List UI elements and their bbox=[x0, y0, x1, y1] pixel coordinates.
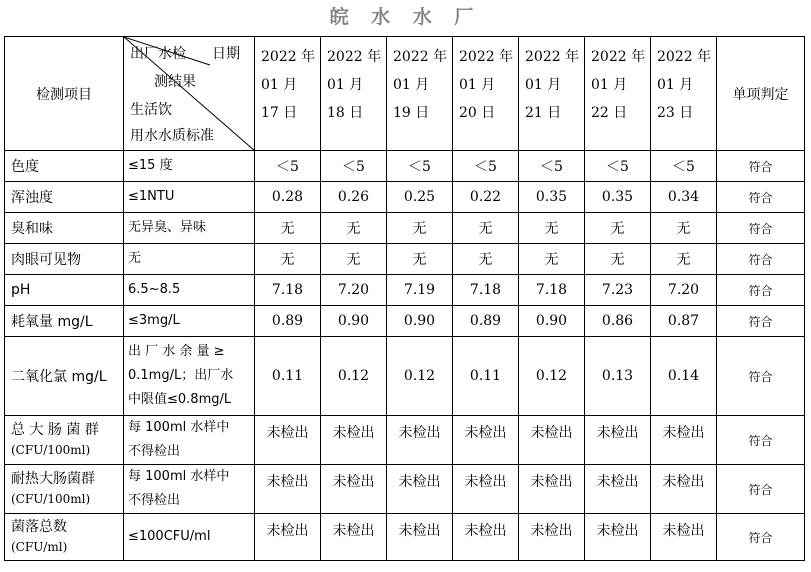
value-cell: 无 bbox=[453, 244, 519, 275]
date-year: 2022 年 bbox=[657, 49, 712, 65]
diag-label-date: 日期 bbox=[212, 46, 240, 62]
standard-line: 6.5~8.5 bbox=[128, 282, 181, 297]
standard-cell bbox=[124, 514, 255, 561]
value-cell: 无 bbox=[651, 213, 717, 244]
item-cell bbox=[5, 151, 124, 182]
value-cell: 0.22 bbox=[453, 182, 519, 213]
value-cell: 无 bbox=[519, 213, 585, 244]
date-year: 2022 年 bbox=[327, 49, 382, 65]
value-cell: 未检出 bbox=[255, 465, 321, 514]
value-cell: 无 bbox=[453, 213, 519, 244]
value-cell: 未检出 bbox=[453, 465, 519, 514]
item-line: (CFU/100ml) bbox=[11, 492, 91, 506]
diag-label-1: 出厂水检 bbox=[130, 46, 186, 62]
standard-cell bbox=[124, 213, 255, 244]
item-line: 菌落总数 bbox=[11, 519, 67, 535]
header-row bbox=[5, 37, 805, 151]
header-item-cell: 检测项目 bbox=[5, 37, 124, 151]
item-line: 臭和味 bbox=[11, 221, 53, 237]
value-cell: 0.12 bbox=[387, 337, 453, 416]
value-cell: 0.87 bbox=[651, 306, 717, 337]
value-cell: 0.35 bbox=[585, 182, 651, 213]
value-cell: 0.90 bbox=[387, 306, 453, 337]
item-line: (CFU/100ml) bbox=[11, 443, 91, 457]
item-cell bbox=[5, 514, 124, 561]
item-cell bbox=[5, 275, 124, 306]
value-cell: 0.25 bbox=[387, 182, 453, 213]
date-day: 18 日 bbox=[327, 105, 364, 121]
item-line: pH bbox=[11, 282, 31, 298]
table-row bbox=[5, 244, 805, 275]
value-cell: 无 bbox=[255, 213, 321, 244]
standard-cell bbox=[124, 275, 255, 306]
date-day: 17 日 bbox=[261, 105, 298, 121]
date-year: 2022 年 bbox=[591, 49, 646, 65]
value-cell: 0.12 bbox=[321, 337, 387, 416]
header-diagonal-cell bbox=[124, 37, 255, 151]
standard-line: 0.1mg/L；出厂水 bbox=[128, 368, 234, 383]
standard-cell bbox=[124, 416, 255, 465]
standard-line: 无 bbox=[128, 251, 142, 266]
value-cell: ＜5 bbox=[321, 151, 387, 182]
judge-cell: 符合 bbox=[717, 151, 805, 182]
value-cell: 未检出 bbox=[519, 514, 585, 561]
value-cell: 0.90 bbox=[321, 306, 387, 337]
standard-line: ≤15 度 bbox=[128, 158, 173, 173]
value-cell: 无 bbox=[651, 244, 717, 275]
date-month: 01 月 bbox=[525, 77, 562, 93]
date-year: 2022 年 bbox=[261, 49, 316, 65]
item-line: (CFU/ml) bbox=[11, 540, 68, 554]
standard-cell bbox=[124, 244, 255, 275]
value-cell: 无 bbox=[519, 244, 585, 275]
standard-line: ≤100CFU/ml bbox=[128, 529, 211, 544]
standard-line: 每 100ml 水样中 bbox=[128, 420, 230, 435]
date-day: 19 日 bbox=[393, 105, 430, 121]
standard-line: 每 100ml 水样中 bbox=[128, 469, 230, 484]
water-quality-table bbox=[4, 36, 805, 561]
value-cell: 0.34 bbox=[651, 182, 717, 213]
standard-cell bbox=[124, 465, 255, 514]
table-row bbox=[5, 275, 805, 306]
date-month: 01 月 bbox=[657, 77, 694, 93]
date-day: 22 日 bbox=[591, 105, 628, 121]
value-cell: ＜5 bbox=[651, 151, 717, 182]
item-line: 耐热大肠菌群 bbox=[11, 471, 95, 487]
value-cell: 0.90 bbox=[519, 306, 585, 337]
judge-cell: 符合 bbox=[717, 213, 805, 244]
value-cell: 7.18 bbox=[255, 275, 321, 306]
value-cell: 7.18 bbox=[519, 275, 585, 306]
value-cell: 未检出 bbox=[651, 416, 717, 465]
value-cell: 未检出 bbox=[387, 416, 453, 465]
date-month: 01 月 bbox=[393, 77, 430, 93]
value-cell: 未检出 bbox=[651, 465, 717, 514]
item-line: 二氧化氯 mg/L bbox=[11, 369, 107, 385]
standard-cell bbox=[124, 182, 255, 213]
value-cell: 未检出 bbox=[519, 465, 585, 514]
table-row bbox=[5, 306, 805, 337]
table-row bbox=[5, 182, 805, 213]
value-cell: 未检出 bbox=[255, 514, 321, 561]
table-row bbox=[5, 514, 805, 561]
judge-cell: 符合 bbox=[717, 465, 805, 514]
value-cell: 7.20 bbox=[651, 275, 717, 306]
date-month: 01 月 bbox=[327, 77, 364, 93]
item-cell bbox=[5, 244, 124, 275]
date-year: 2022 年 bbox=[459, 49, 514, 65]
date-month: 01 月 bbox=[261, 77, 298, 93]
header-judge-cell: 单项判定 bbox=[717, 37, 805, 151]
value-cell: 0.14 bbox=[651, 337, 717, 416]
page-title: 皖 水 水 厂 bbox=[329, 6, 482, 28]
judge-cell: 符合 bbox=[717, 416, 805, 465]
item-line: 肉眼可见物 bbox=[11, 252, 81, 268]
date-col-3 bbox=[453, 37, 519, 151]
item-line: 色度 bbox=[11, 159, 39, 175]
value-cell: 0.12 bbox=[519, 337, 585, 416]
value-cell: 未检出 bbox=[321, 514, 387, 561]
value-cell: 7.19 bbox=[387, 275, 453, 306]
date-day: 20 日 bbox=[459, 105, 496, 121]
table-row bbox=[5, 337, 805, 416]
standard-line: 出 厂 水 余 量 ≥ bbox=[128, 344, 225, 359]
judge-cell: 符合 bbox=[717, 182, 805, 213]
value-cell: 未检出 bbox=[453, 514, 519, 561]
date-col-1 bbox=[321, 37, 387, 151]
item-cell bbox=[5, 182, 124, 213]
table-row bbox=[5, 213, 805, 244]
value-cell: 无 bbox=[321, 213, 387, 244]
value-cell: 0.89 bbox=[255, 306, 321, 337]
value-cell: 7.23 bbox=[585, 275, 651, 306]
standard-cell bbox=[124, 151, 255, 182]
judge-cell: 符合 bbox=[717, 306, 805, 337]
value-cell: 无 bbox=[321, 244, 387, 275]
value-cell: 无 bbox=[387, 244, 453, 275]
value-cell: 无 bbox=[255, 244, 321, 275]
item-line: 耗氧量 mg/L bbox=[11, 314, 93, 330]
standard-cell bbox=[124, 337, 255, 416]
date-col-6 bbox=[651, 37, 717, 151]
date-col-5 bbox=[585, 37, 651, 151]
table-row bbox=[5, 151, 805, 182]
value-cell: 未检出 bbox=[585, 514, 651, 561]
item-cell bbox=[5, 465, 124, 514]
value-cell: 未检出 bbox=[651, 514, 717, 561]
diag-label-4: 用水水质标准 bbox=[130, 128, 214, 144]
item-cell bbox=[5, 306, 124, 337]
value-cell: ＜5 bbox=[387, 151, 453, 182]
standard-line: 中限值≤0.8mg/L bbox=[128, 392, 232, 407]
value-cell: 0.11 bbox=[453, 337, 519, 416]
value-cell: 0.11 bbox=[255, 337, 321, 416]
judge-cell: 符合 bbox=[717, 337, 805, 416]
value-cell: 0.26 bbox=[321, 182, 387, 213]
standard-cell bbox=[124, 306, 255, 337]
item-line: 总 大 肠 菌 群 bbox=[11, 422, 99, 438]
date-day: 23 日 bbox=[657, 105, 694, 121]
judge-cell: 符合 bbox=[717, 275, 805, 306]
value-cell: 0.35 bbox=[519, 182, 585, 213]
value-cell: 未检出 bbox=[387, 514, 453, 561]
item-cell bbox=[5, 337, 124, 416]
value-cell: 未检出 bbox=[321, 416, 387, 465]
value-cell: 7.18 bbox=[453, 275, 519, 306]
standard-line: ≤3mg/L bbox=[128, 313, 180, 328]
value-cell: ＜5 bbox=[453, 151, 519, 182]
item-cell bbox=[5, 416, 124, 465]
date-year: 2022 年 bbox=[393, 49, 448, 65]
value-cell: 0.86 bbox=[585, 306, 651, 337]
item-cell bbox=[5, 213, 124, 244]
date-col-4 bbox=[519, 37, 585, 151]
value-cell: 未检出 bbox=[585, 465, 651, 514]
value-cell: 0.89 bbox=[453, 306, 519, 337]
value-cell: ＜5 bbox=[585, 151, 651, 182]
value-cell: ＜5 bbox=[255, 151, 321, 182]
judge-cell: 符合 bbox=[717, 514, 805, 561]
standard-line: 不得检出 bbox=[128, 493, 181, 508]
date-month: 01 月 bbox=[591, 77, 628, 93]
value-cell: 未检出 bbox=[387, 465, 453, 514]
value-cell: 0.13 bbox=[585, 337, 651, 416]
item-line: 浑浊度 bbox=[11, 190, 53, 206]
date-year: 2022 年 bbox=[525, 49, 580, 65]
value-cell: 未检出 bbox=[519, 416, 585, 465]
date-day: 21 日 bbox=[525, 105, 562, 121]
standard-line: ≤1NTU bbox=[128, 189, 175, 204]
value-cell: 无 bbox=[387, 213, 453, 244]
value-cell: 未检出 bbox=[453, 416, 519, 465]
value-cell: 未检出 bbox=[321, 465, 387, 514]
value-cell: 未检出 bbox=[255, 416, 321, 465]
value-cell: 0.28 bbox=[255, 182, 321, 213]
table-row bbox=[5, 465, 805, 514]
standard-line: 无异臭、异味 bbox=[128, 220, 207, 235]
judge-cell: 符合 bbox=[717, 244, 805, 275]
value-cell: ＜5 bbox=[519, 151, 585, 182]
date-col-0 bbox=[255, 37, 321, 151]
value-cell: 7.20 bbox=[321, 275, 387, 306]
value-cell: 无 bbox=[585, 244, 651, 275]
diag-label-3: 生活饮 bbox=[130, 102, 172, 118]
value-cell: 无 bbox=[585, 213, 651, 244]
date-col-2 bbox=[387, 37, 453, 151]
standard-line: 不得检出 bbox=[128, 444, 181, 459]
value-cell: 未检出 bbox=[585, 416, 651, 465]
date-month: 01 月 bbox=[459, 77, 496, 93]
diag-label-2: 测结果 bbox=[154, 74, 196, 90]
table-row bbox=[5, 416, 805, 465]
